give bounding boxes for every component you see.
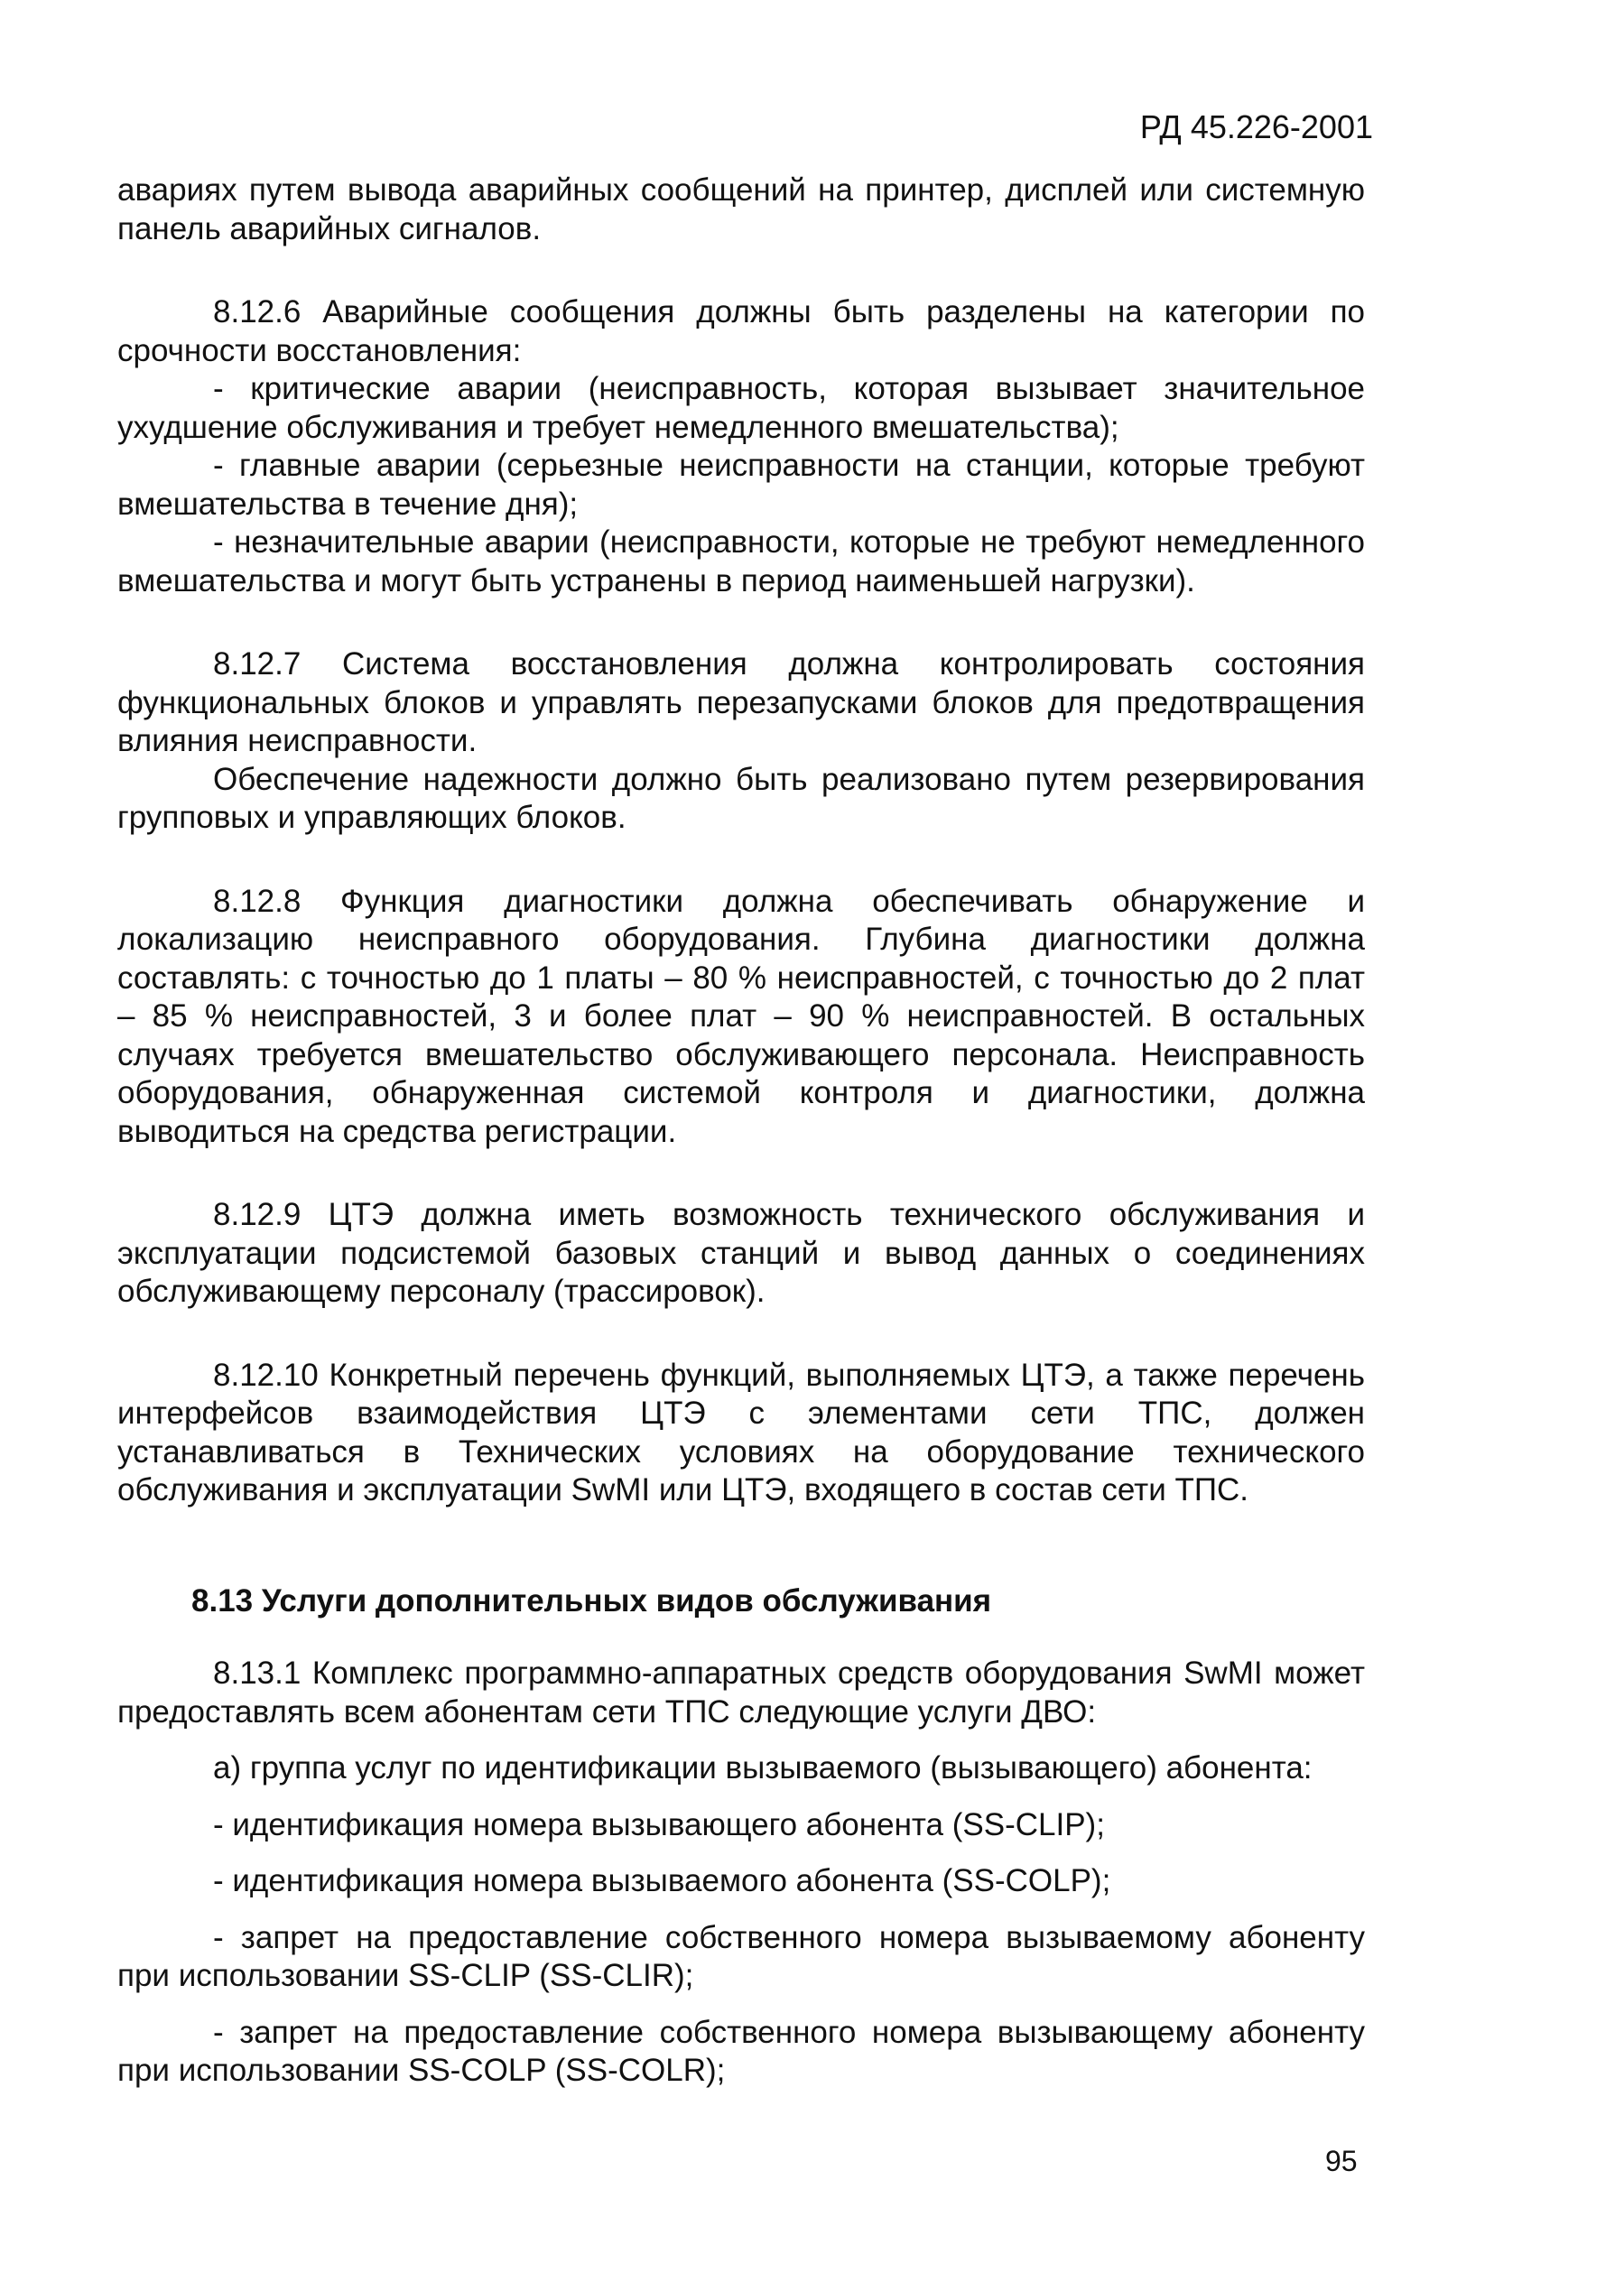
list-item: - незначительные аварии (неисправности, которые не требуют немедленного вмешательства и могут быть устранены в период наименьшей нагрузки). [117, 524, 1365, 598]
paragraph: авариях путем вывода аварийных сообщений на принтер, дисплей или системную панель аварийных сигналов. [117, 172, 1365, 246]
paragraph: 8.12.8 Функция диагностики должна обеспечивать обнаружение и локализацию неисправного оборудования. Глубина диагностики должна составлять: с точностью до 1 платы – 80 % неисправностей, с точностью до 2 плат – 85 % неисправностей, 3 и более плат – 90 % неисправностей. В остальных случаях требуется вмешательство обслуживающего персонала. Неисправность оборудования, обнаруженная системой контроля и диагностики, должна выводиться на средства регистрации. [117, 883, 1365, 1149]
paragraph: 8.12.7 Система восстановления должна контролировать состояния функциональных блоков и управлять перезапусками блоков для предотвращения влияния неисправности. [117, 646, 1365, 758]
paragraph: 8.12.9 ЦТЭ должна иметь возможность технического обслуживания и эксплуатации подсистемой базовых станций и вывод данных о соединениях обслуживающему персоналу (трассировок). [117, 1197, 1365, 1309]
list-item: - идентификация номера вызываемого абонента (SS-COLP); [213, 1863, 1111, 1898]
paragraph: 8.13.1 Комплекс программно-аппаратных средств оборудования SwMI может предоставлять всем абонентам сети ТПС следующие услуги ДВО: [117, 1656, 1365, 1730]
page-number: 95 [1325, 2145, 1358, 2177]
document-code: РД 45.226-2001 [1139, 108, 1373, 145]
paragraph: 8.12.6 Аварийные сообщения должны быть разделены на категории по срочности восстановления: [117, 294, 1365, 368]
list-item: а) группа услуг по идентификации вызываемого (вызывающего) абонента: [213, 1750, 1313, 1786]
list-item: - критические аварии (неисправность, которая вызывает значительное ухудшение обслуживания и требует немедленного вмешательства); [117, 371, 1365, 445]
paragraph: 8.12.10 Конкретный перечень функций, выполняемых ЦТЭ, а также перечень интерфейсов взаимодействия ЦТЭ с элементами сети ТПС, должен устанавливаться в Технических условиях на оборудование технического обслуживания и эксплуатации SwMI или ЦТЭ, входящего в состав сети ТПС. [117, 1357, 1365, 1507]
list-item: - главные аварии (серьезные неисправности на станции, которые требуют вмешательства в течение дня); [117, 448, 1365, 522]
paragraph: Обеспечение надежности должно быть реализовано путем резервирования групповых и управляющих блоков. [117, 761, 1365, 835]
section-heading: 8.13 Услуги дополнительных видов обслуживания [191, 1582, 992, 1619]
list-item: - запрет на предоставление собственного номера вызывающему абоненту при использовании SS-COLP (SS-COLR); [117, 2014, 1365, 2088]
list-item: - идентификация номера вызывающего абонента (SS-CLIP); [213, 1806, 1105, 1842]
list-item: - запрет на предоставление собственного номера вызываемому абоненту при использовании SS-CLIP (SS-CLIR); [117, 1919, 1365, 1993]
page-content [117, 172, 1365, 2091]
